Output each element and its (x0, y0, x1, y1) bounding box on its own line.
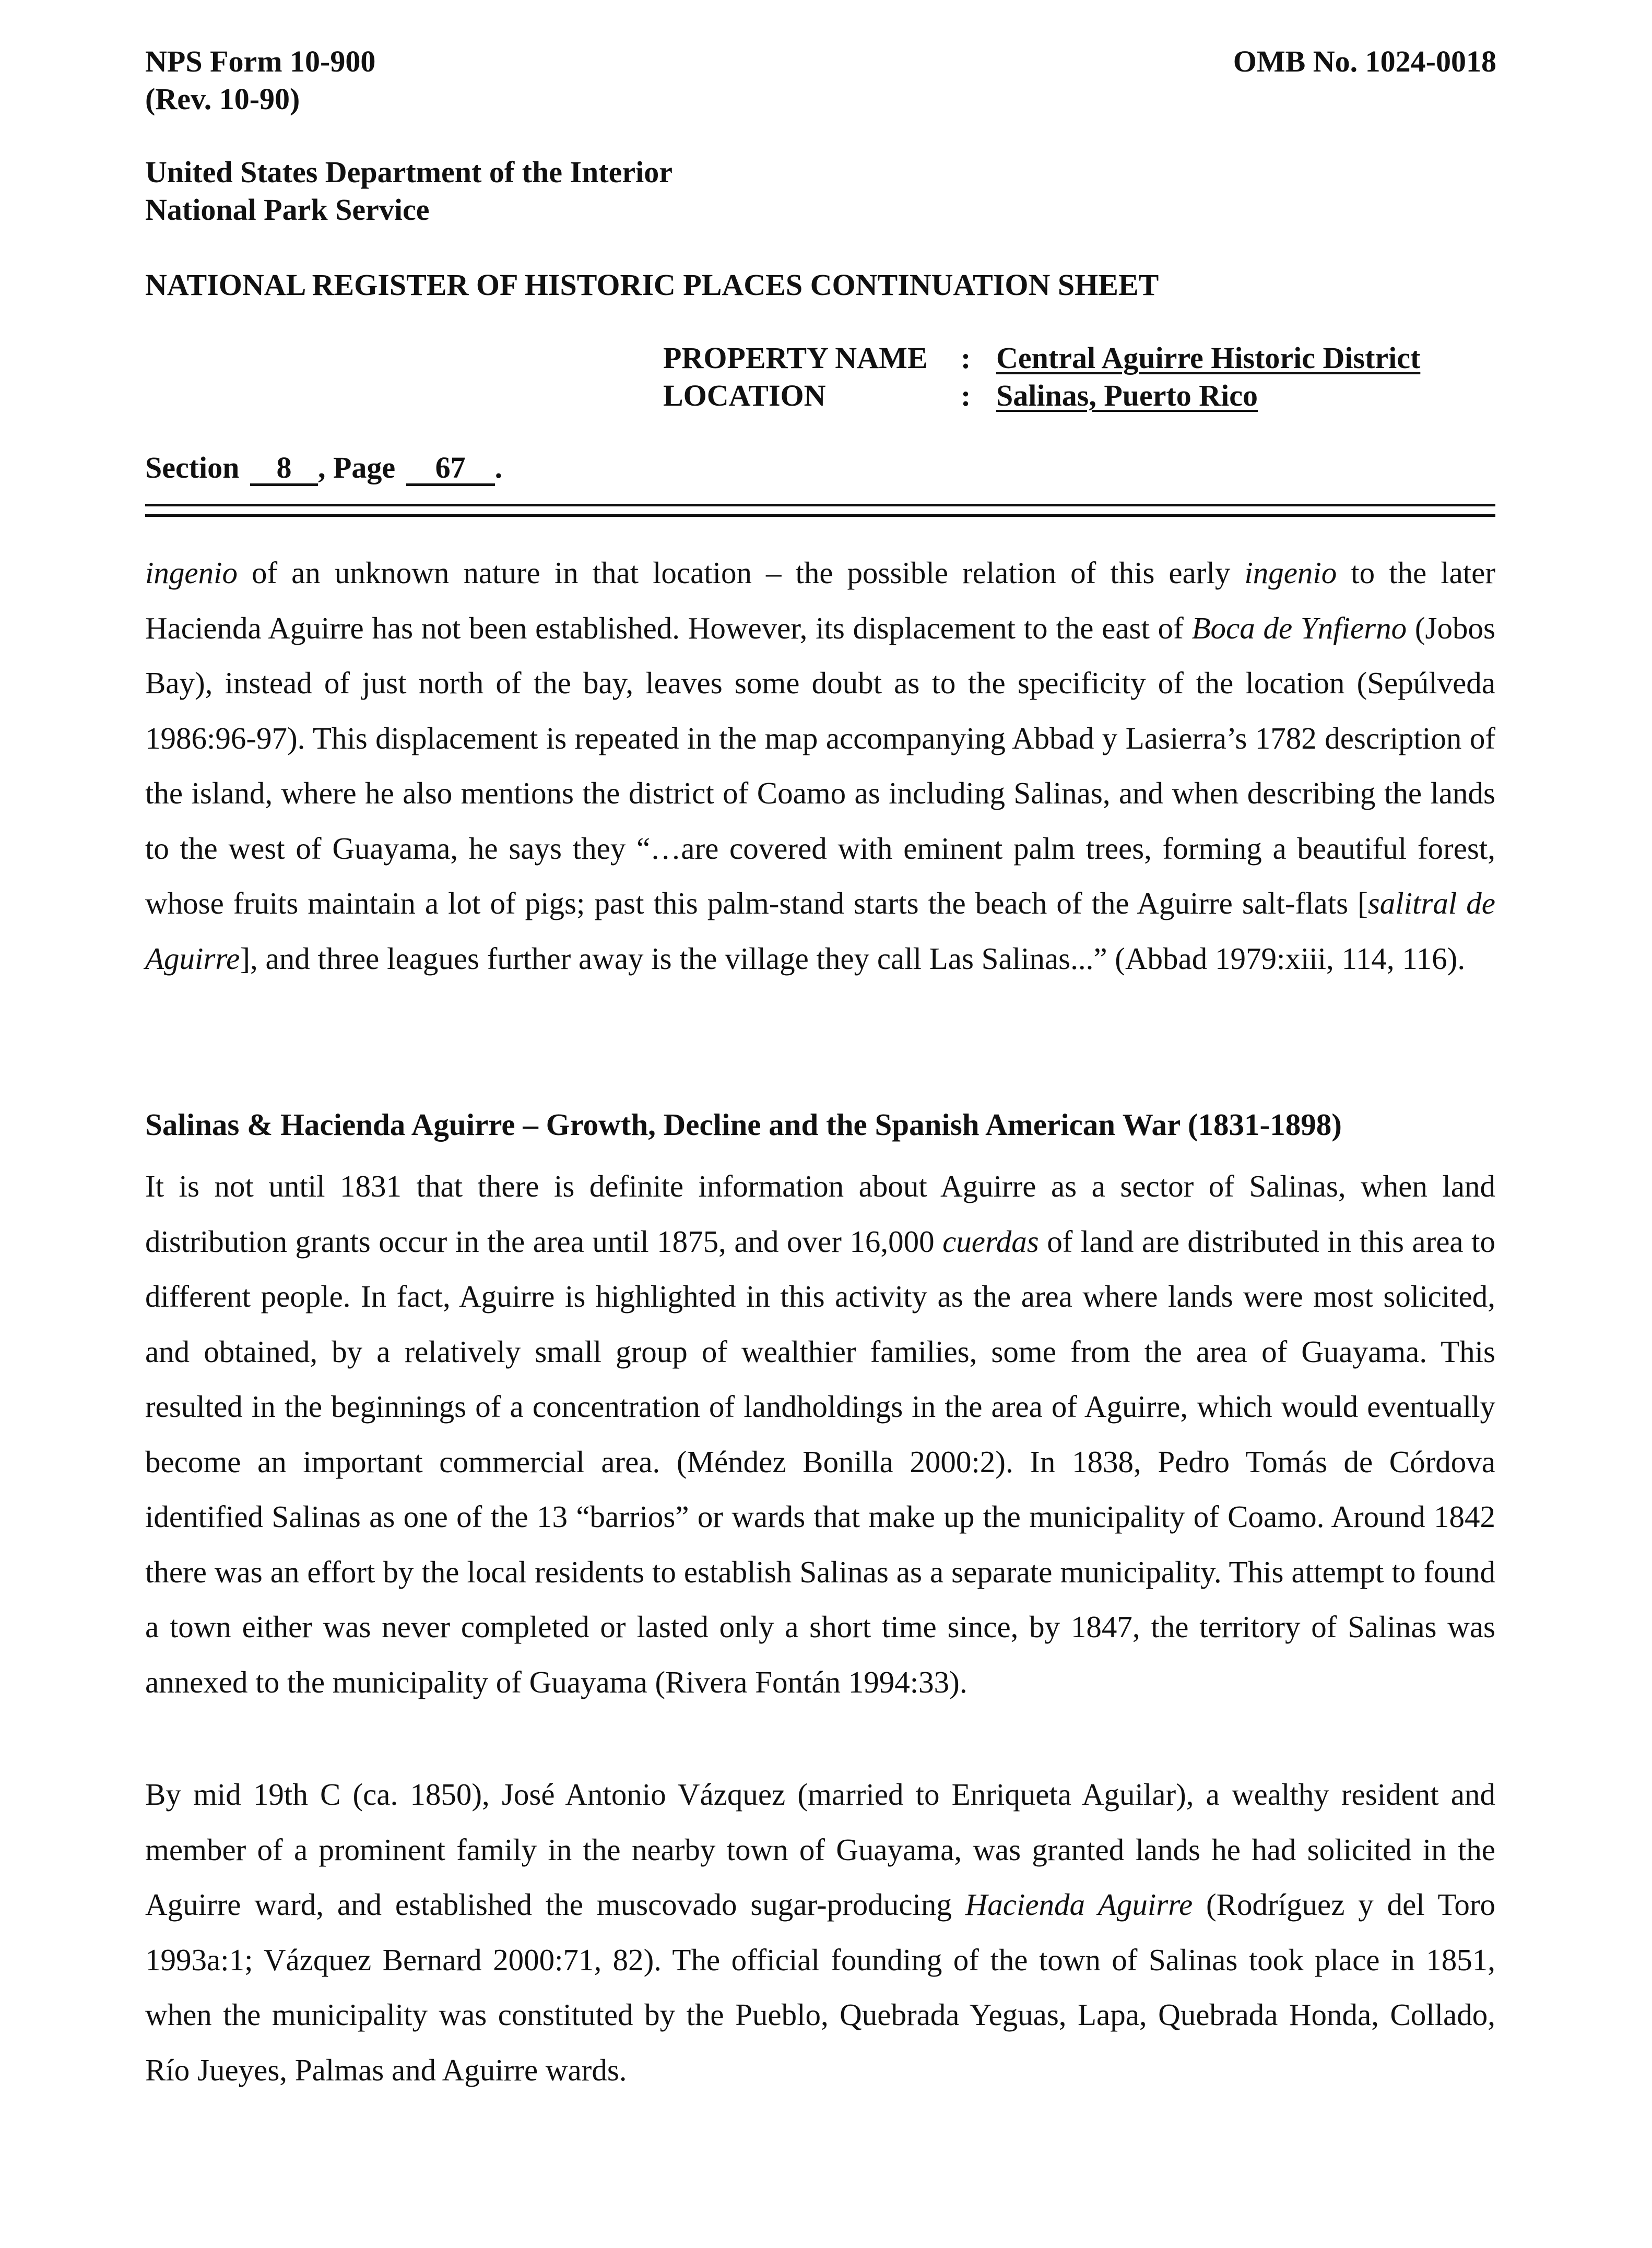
text-run: ], and three leagues further away is the village they call Las Salinas...” (Abbad 1979:xiii, 114, 116). (240, 941, 1466, 976)
page-number: 67 (406, 452, 495, 486)
location-label: LOCATION (663, 378, 826, 412)
section-label: Section (145, 451, 240, 484)
service-name: National Park Service (145, 193, 430, 227)
text-run: (Rodríguez y del Toro 1993a:1; Vázquez Bernard 2000:71, 82). The official founding of the town of Salinas took place in 1851, when the municipality was constituted by the Pueblo, Quebrada Yeguas, Lapa, Quebrada Honda, Collado, Río Jueyes, Palmas and Aguirre wards. (145, 1887, 1495, 2087)
section-comma: , (317, 451, 326, 484)
paragraph-land-grants (145, 1159, 1495, 1710)
section-line (145, 449, 502, 487)
location-value: Salinas, Puerto Rico (996, 378, 1258, 412)
italic-term: salitral de Aguirre (145, 886, 1495, 976)
italic-term: ingenio (145, 555, 238, 590)
form-number: NPS Form 10-900 (145, 44, 376, 78)
section-heading: Salinas & Hacienda Aguirre – Growth, Decline and the Spanish American War (1831-1898) (145, 1107, 1342, 1142)
property-name-value: Central Aguirre Historic District (996, 341, 1421, 375)
section-number: 8 (250, 452, 318, 486)
header-rule-bottom (145, 514, 1495, 517)
text-run: By mid 19th C (ca. 1850), José Antonio Vázquez (married to Enriqueta Aguilar), a wealthy resident and member of a prominent family in the nearby town of Guayama, was granted lands he had solicited in the Aguirre ward, and established the muscovado sugar-producing (145, 1777, 1495, 1922)
paragraph-hacienda-founding (145, 1767, 1495, 2098)
text-run: It is not until 1831 that there is definite information about Aguirre as a sector of Salinas, when land distribution grants occur in the area until 1875, and over 16,000 (145, 1169, 1495, 1259)
italic-term: ingenio (1244, 555, 1337, 590)
paragraph-ingenio (145, 546, 1495, 986)
location-separator: : (961, 378, 971, 412)
property-name-label: PROPERTY NAME (663, 341, 928, 375)
text-run: of an unknown nature in that location – the possible relation of this early (237, 555, 1245, 590)
text-run: (Jobos Bay), instead of just north of the bay, leaves some doubt as to the specificity of the location (Sepúlveda 1986:96-97). This displacement is repeated in the map accompanying Abbad y Lasierra’s 1782 description of the island, where he also mentions the district of Coamo as including Salinas, and when describing the lands to the west of Guayama, he says they “…are covered with eminent palm trees, forming a beautiful forest, whose fruits maintain a lot of pigs; past this palm-stand starts the beach of the Aguirre salt-flats [ (145, 610, 1495, 920)
department-name: United States Department of the Interior (145, 155, 672, 189)
text-run: of land are distributed in this area to different people. In fact, Aguirre is highlighted in this activity as the area where lands were most solicited, and obtained, by a relatively small group of wealthier families, some from the area of Guayama. This resulted in the beginnings of a concentration of landholdings in the area of Aguirre, which would eventually become an important commercial area. (Méndez Bonilla 2000:2). In 1838, Pedro Tomás de Córdova identified Salinas as one of the 13 “barrios” or wards that make up the municipality of Coamo. Around 1842 there was an effort by the local residents to establish Salinas as a separate municipality. This attempt to found a town either was never completed or lasted only a short time since, by 1847, the territory of Salinas was annexed to the municipality of Guayama (Rivera Fontán 1994:33). (145, 1224, 1495, 1699)
italic-term: Hacienda Aguirre (965, 1887, 1193, 1922)
sheet-title: NATIONAL REGISTER OF HISTORIC PLACES CONTINUATION SHEET (145, 268, 1159, 302)
omb-number: OMB No. 1024-0018 (1233, 44, 1496, 78)
page-period: . (494, 451, 503, 484)
page-label: Page (333, 451, 396, 484)
header-rule-top (145, 504, 1495, 506)
form-revision: (Rev. 10-90) (145, 82, 300, 116)
italic-term: Boca de Ynfierno (1191, 610, 1407, 645)
property-name-separator: : (961, 341, 971, 375)
italic-term: cuerdas (942, 1224, 1039, 1259)
text-run: to the later Hacienda Aguirre has not been established. However, its displacement to the east of (145, 555, 1495, 645)
